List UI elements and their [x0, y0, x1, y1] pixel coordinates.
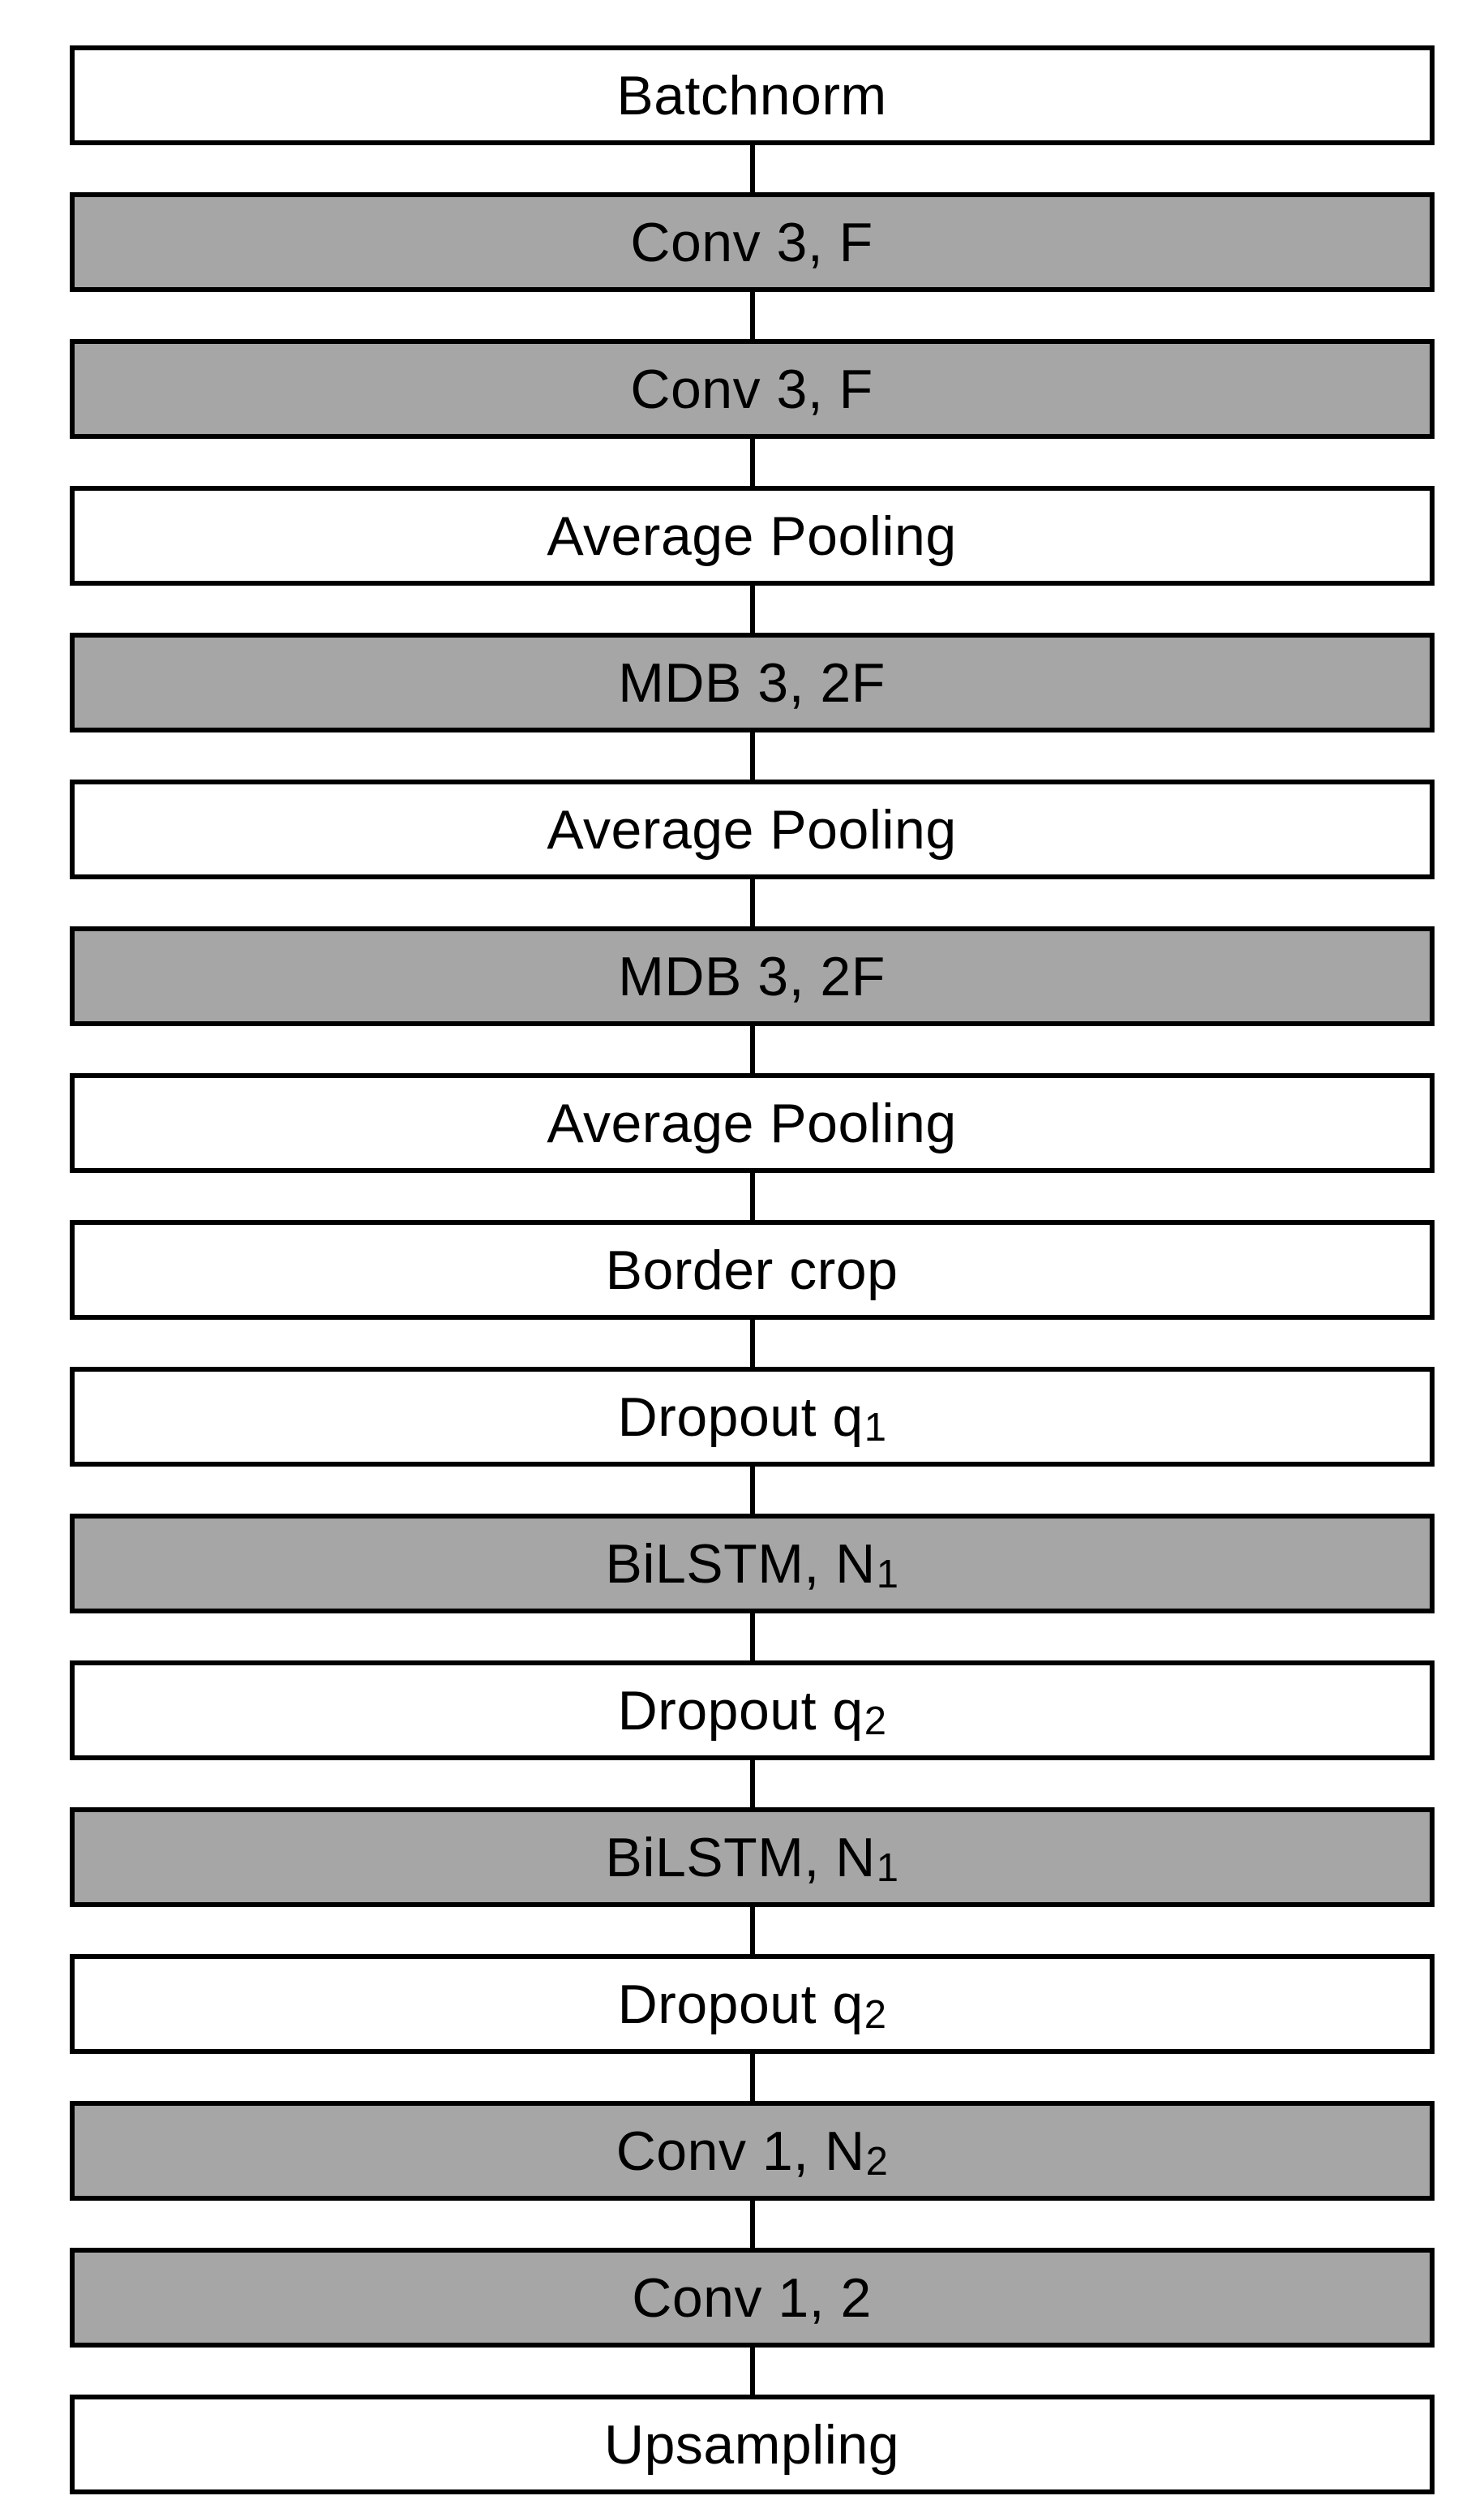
connector-line [750, 1467, 755, 1514]
box-mdb-3-2f [70, 633, 1435, 732]
flow-box-label: Average Pooling [547, 1092, 957, 1154]
connector-line [750, 1760, 755, 1807]
flow-box-label-subscript: 2 [864, 1699, 887, 1743]
flow-box-label: Average Pooling [547, 798, 957, 861]
box-border-crop [70, 1220, 1435, 1320]
connector-line [750, 879, 755, 926]
box-conv-3-f [70, 339, 1435, 439]
flowchart [70, 45, 1435, 2494]
connector-line [750, 1173, 755, 1220]
connector-line [750, 1320, 755, 1367]
flow-box-label-subscript: 1 [864, 1405, 887, 1450]
flow-box-label: Conv 1, 2 [632, 2266, 872, 2329]
flow-box-label-subscript: 2 [864, 1992, 887, 2037]
flow-box-label: Dropout q [617, 1385, 864, 1448]
box-conv-1-n2 [70, 2101, 1435, 2201]
box-bilstm-n1 [70, 1807, 1435, 1907]
flow-box-label: Batchnorm [616, 64, 887, 127]
connector-line [750, 586, 755, 633]
flow-box-label-subscript: 1 [876, 1845, 899, 1890]
box-batchnorm [70, 45, 1435, 145]
box-dropout-q2 [70, 1660, 1435, 1760]
flow-box-label: Upsampling [603, 2413, 900, 2476]
flow-box-label: MDB 3, 2F [618, 945, 886, 1007]
flow-box-label: Average Pooling [547, 505, 957, 567]
connector-line [750, 145, 755, 192]
box-conv-3-f [70, 192, 1435, 292]
flow-box-label: Conv 3, F [630, 211, 873, 273]
flow-box-label: Dropout q [617, 1679, 864, 1742]
box-bilstm-n1 [70, 1514, 1435, 1613]
box-upsampling [70, 2395, 1435, 2494]
flow-box-label: BiLSTM, N [605, 1532, 876, 1595]
box-average-pooling [70, 486, 1435, 586]
connector-line [750, 439, 755, 486]
box-average-pooling [70, 1073, 1435, 1173]
connector-line [750, 732, 755, 780]
connector-line [750, 1026, 755, 1073]
connector-line [750, 2348, 755, 2395]
flow-box-label: Dropout q [617, 1973, 864, 2035]
box-dropout-q1 [70, 1367, 1435, 1467]
flow-box-label: MDB 3, 2F [618, 651, 886, 714]
flow-box-label: Conv 1, N [615, 2120, 865, 2182]
box-average-pooling [70, 780, 1435, 879]
connector-line [750, 2201, 755, 2248]
flow-box-label-subscript: 1 [876, 1552, 899, 1596]
flow-box-label: Border crop [605, 1239, 899, 1301]
box-conv-1-2 [70, 2248, 1435, 2348]
connector-line [750, 292, 755, 339]
box-mdb-3-2f [70, 926, 1435, 1026]
flow-box-label-subscript: 2 [865, 2139, 889, 2184]
box-dropout-q2 [70, 1954, 1435, 2054]
flow-box-label: Conv 3, F [630, 358, 873, 420]
connector-line [750, 1613, 755, 1660]
connector-line [750, 1907, 755, 1954]
connector-line [750, 2054, 755, 2101]
flow-box-label: BiLSTM, N [605, 1826, 876, 1888]
